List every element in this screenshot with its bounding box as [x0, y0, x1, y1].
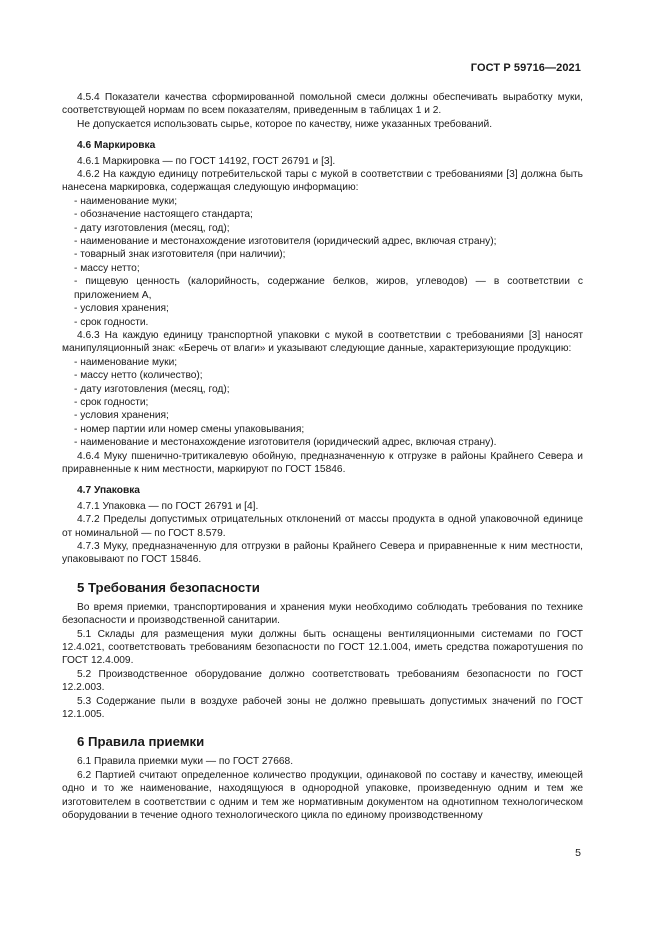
- list-item: - наименование муки;: [74, 356, 178, 368]
- paragraph: 6.2 Партией считают определенное количество продукции, одинаковой по составу и качеству, имеющей одно и то же наименование, находящуюся в однородной упаковке, произведенную одним и тем же изготовителем в соответствии с одним и тем же нормативным документом на однотипном технологическом оборудовании в течение одного технологического цикла по единому производственному: [62, 769, 583, 822]
- paragraph: 5.2 Производственное оборудование должно соответствовать требованиям безопасности по ГОСТ 12.2.003.: [62, 668, 583, 694]
- list-item: - товарный знак изготовителя (при наличии);: [74, 249, 286, 261]
- list-item: - массу нетто (количество);: [74, 370, 203, 382]
- paragraph: Не допускается использовать сырье, которое по качеству, ниже указанных требований.: [77, 118, 493, 130]
- paragraph: 5.3 Содержание пыли в воздухе рабочей зоны не должно превышать допустимых значений по ГОСТ 12.1.005.: [62, 695, 583, 721]
- paragraph: 4.6.1 Маркировка — по ГОСТ 14192, ГОСТ 26791 и [3].: [77, 155, 336, 167]
- section-heading: 6 Правила приемки: [77, 734, 205, 750]
- list-item: - наименование муки;: [74, 195, 178, 207]
- list-item: - срок годности;: [74, 396, 149, 408]
- list-item: - дату изготовления (месяц, год);: [74, 222, 230, 234]
- list-item: - условия хранения;: [74, 410, 169, 422]
- subsection-heading: 4.6 Маркировка: [77, 140, 156, 152]
- paragraph: 4.7.2 Пределы допустимых отрицательных отклонений от массы продукта в одной упаковочной единице от номинальной — по ГОСТ 8.579.: [62, 514, 583, 539]
- paragraph: 5.1 Склады для размещения муки должны быть оснащены вентиляционными системами по ГОСТ 12.4.021, соответствовать требованиям безопасности по ГОСТ 12.1.004, иметь средства пожаротушения по ГОСТ 12.4.009.: [62, 628, 583, 667]
- paragraph: 4.6.3 На каждую единицу транспортной упаковки с мукой в соответствии с требованиями [3] наносят манипуляционный знак: «Беречь от влаги» и указывают следующие данные, характеризующие продукцию:: [62, 329, 583, 355]
- document-id: ГОСТ Р 59716—2021: [470, 62, 581, 74]
- paragraph: 4.5.4 Показатели качества сформированной помольной смеси должны обеспечивать выработку муки, соответствующей нормам по всем показателям, приведенным в таблицах 1 и 2.: [62, 92, 583, 117]
- subsection-heading: 4.7 Упаковка: [77, 485, 140, 497]
- paragraph: 4.6.4 Муку пшенично-тритикалевую обойную, предназначенную к отгрузке в районы Крайнего Севера и приравненные к ним местности, маркируют по ГОСТ 15846.: [62, 450, 583, 475]
- list-item: - номер партии или номер смены упаковывания;: [74, 423, 305, 435]
- page-number: 5: [575, 847, 581, 859]
- section-heading: 5 Требования безопасности: [77, 579, 260, 595]
- list-item: - обозначение настоящего стандарта;: [74, 209, 253, 221]
- paragraph: Во время приемки, транспортирования и хранения муки необходимо соблюдать требования по технике безопасности и производственной санитарии.: [62, 601, 583, 627]
- paragraph: 4.7.1 Упаковка — по ГОСТ 26791 и [4].: [77, 500, 259, 512]
- paragraph: 4.6.2 На каждую единицу потребительской тары с мукой в соответствии с требованиями [3] должна быть нанесена маркировка, содержащая следующую информацию:: [62, 169, 583, 194]
- list-item: - пищевую ценность (калорийность, содержание белков, жиров, углеводов) — в соответствии с приложением А,: [74, 276, 583, 301]
- list-item: - наименование и местонахождение изготовителя (юридический адрес, включая страну).: [74, 437, 497, 449]
- paragraph: 4.7.3 Муку, предназначенную для отгрузки в районы Крайнего Севера и приравненные к ним местности, упаковывают по ГОСТ 15846.: [62, 541, 583, 566]
- paragraph: 6.1 Правила приемки муки — по ГОСТ 27668.: [77, 756, 294, 768]
- list-item: - дату изготовления (месяц, год);: [74, 383, 230, 395]
- list-item: - условия хранения;: [74, 303, 169, 315]
- list-item: - срок годности.: [74, 316, 149, 328]
- list-item: - массу нетто;: [74, 262, 140, 274]
- list-item: - наименование и местонахождение изготовителя (юридический адрес, включая страну);: [74, 236, 497, 248]
- document-body: [62, 91, 583, 823]
